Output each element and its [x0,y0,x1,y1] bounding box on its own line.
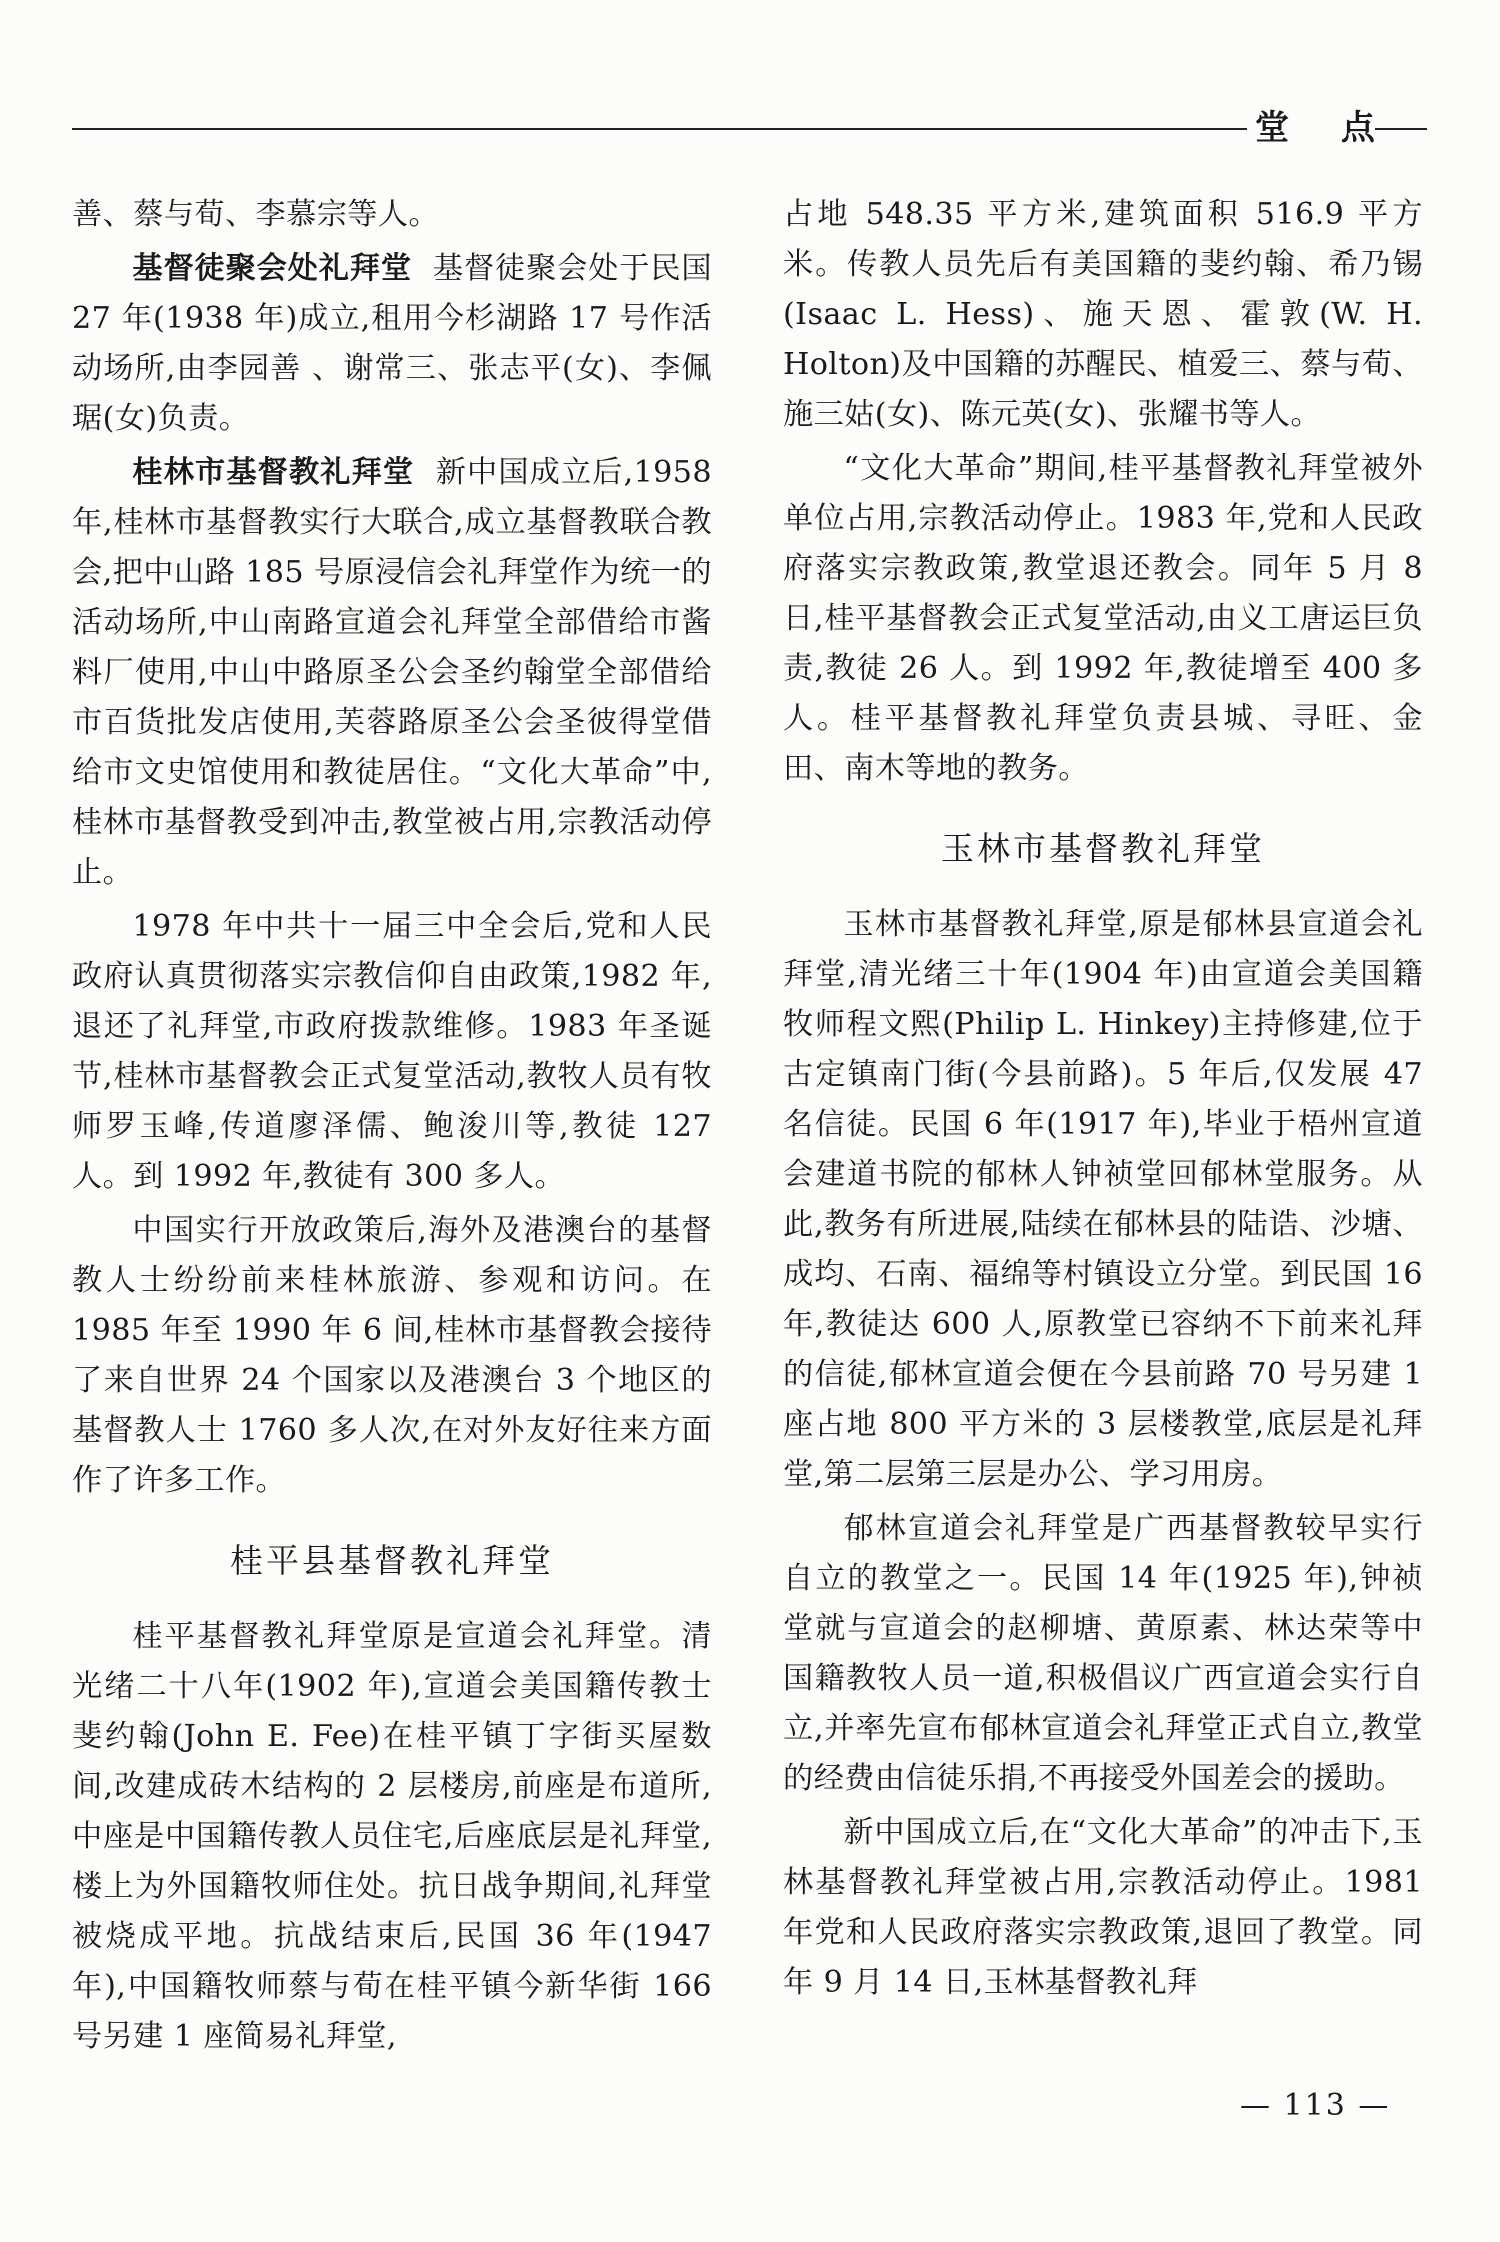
paragraph: 1978 年中共十一届三中全会后,党和人民政府认真贯彻落实宗教信仰自由政策,1982 年,退还了礼拜堂,市政府拨款维修。1983 年圣诞节,桂林市基督教会正式复堂活动,教牧人员有牧师罗玉峰,传道廖泽儒、鲍浚川等,教徒 127 人。到 1992 年,教徒有 300 多人。 [72,909,712,1194]
header-rule-right [1375,128,1427,130]
section-heading: 桂平县基督教礼拜堂 [230,1541,554,1580]
paragraph: 占地 548.35 平方米,建筑面积 516.9 平方米。传教人员先后有美国籍的斐约翰、希乃锡(Isaac L. Hess)、施天恩、霍敦(W. H. Holton)及中国籍的苏醒民、植爱三、蔡与荀、施三姑(女)、陈元英(女)、张耀书等人。 [783,197,1423,432]
entry-text: 基督徒聚会处于民国 27 年(1938 年)成立,租用今杉湖路 17 号作活动场所,由李园善 、谢常三、张志平(女)、李佩琚(女)负责。 [72,251,712,436]
paragraph: 玉林市基督教礼拜堂,原是郁林县宣道会礼拜堂,清光绪三十年(1904 年)由宣道会美国籍牧师程文熙(Philip L. Hinkey)主持修建,位于古定镇南门街(今县前路)。5 年后,仅发展 47 名信徒。民国 6 年(1917 年),毕业于梧州宣道会建道书院的郁林人钟祯堂回郁林堂服务。从此,教务有所进展,陆续在郁林县的陆诰、沙塘、成均、石南、福绵等村镇设立分堂。到民国 16 年,教徒达 600 人,原教堂已容纳不下前来礼拜的信徒,郁林宣道会便在今县前路 70 号另建 1 座占地 800 平方米的 3 层楼教堂,底层是礼拜堂,第二层第三层是办公、学习用房。 [783,907,1423,1492]
paragraph: 新中国成立后,在“文化大革命”的冲击下,玉林基督教礼拜堂被占用,宗教活动停止。1981 年党和人民政府落实宗教政策,退回了教堂。同年 9 月 14 日,玉林基督教礼拜 [783,1815,1423,2000]
paragraph: 中国实行开放政策后,海外及港澳台的基督教人士纷纷前来桂林旅游、参观和访问。在 1985 年至 1990 年 6 间,桂林市基督教会接待了来自世界 24 个国家以及港澳台 3 个地区的基督教人士 1760 多人次,在对外友好往来方面作了许多工作。 [72,1213,712,1498]
running-header: 堂 点 [1255,108,1395,148]
right-column [783,190,1423,2008]
paragraph [72,448,712,898]
left-column [72,190,712,2062]
paragraph: “文化大革命”期间,桂平基督教礼拜堂被外单位占用,宗教活动停止。1983 年,党和人民政府落实宗教政策,教堂退还教会。同年 5 月 8 日,桂平基督教会正式复堂活动,由义工唐运巨负责,教徒 26 人。到 1992 年,教徒增至 400 多人。桂平基督教礼拜堂负责县城、寻旺、金田、南木等地的教务。 [783,451,1423,786]
header-rule [72,128,1247,130]
entry-text: 新中国成立后,1958 年,桂林市基督教实行大联合,成立基督教联合教会,把中山路 185 号原浸信会礼拜堂作为统一的活动场所,中山南路宣道会礼拜堂全部借给市酱料厂使用,中山中路原圣公会圣约翰堂全部借给市百货批发店使用,芙蓉路原圣公会圣彼得堂借给市文史馆使用和教徒居住。“文化大革命”中,桂林市基督教受到冲击,教堂被占用,宗教活动停止。 [72,455,712,890]
paragraph: 桂平基督教礼拜堂原是宣道会礼拜堂。清光绪二十八年(1902 年),宣道会美国籍传教士斐约翰(John E. Fee)在桂平镇丁字街买屋数间,改建成砖木结构的 2 层楼房,前座是布道所,中座是中国籍传教人员住宅,后座底层是礼拜堂,楼上为外国籍牧师住处。抗日战争期间,礼拜堂被烧成平地。抗战结束后,民国 36 年(1947 年),中国籍牧师蔡与荀在桂平镇今新华街 166 号另建 1 座简易礼拜堂, [72,1619,712,2054]
paragraph: 郁林宣道会礼拜堂是广西基督教较早实行自立的教堂之一。民国 14 年(1925 年),钟祯堂就与宣道会的赵柳塘、黄原素、林达荣等中国籍教牧人员一道,积极倡议广西宣道会实行自立,并率先宣布郁林宣道会礼拜堂正式自立,教堂的经费由信徒乐捐,不再接受外国差会的援助。 [783,1511,1423,1796]
page-number: — 113 — [1240,2088,1391,2123]
section-heading: 玉林市基督教礼拜堂 [941,829,1265,868]
entry-term: 桂林市基督教礼拜堂 [132,455,415,490]
paragraph: 善、蔡与荀、李慕宗等人。 [72,197,440,232]
entry-term: 基督徒聚会处礼拜堂 [132,251,412,286]
paragraph [72,244,712,444]
